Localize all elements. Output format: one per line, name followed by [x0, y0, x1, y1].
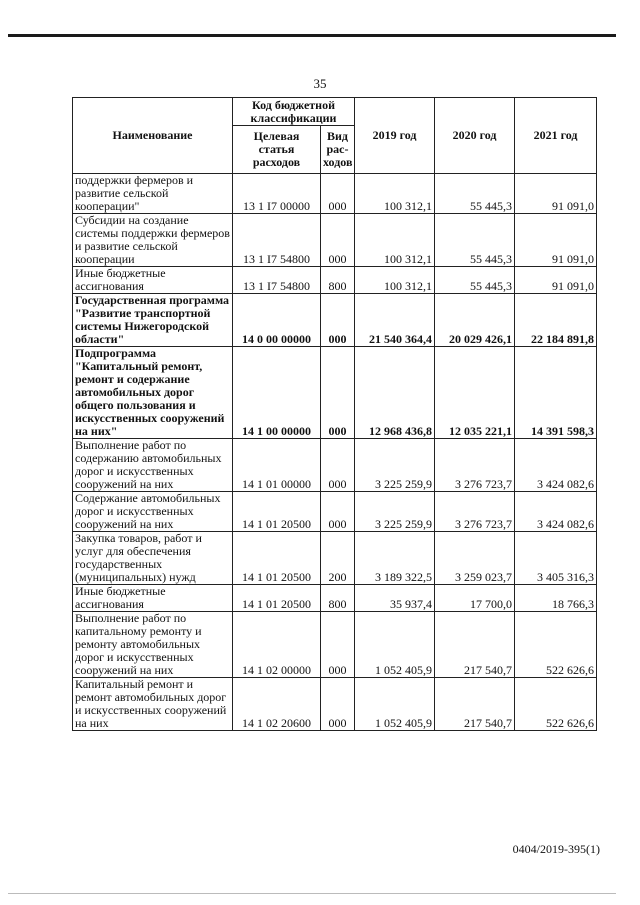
row-2019-cell: 3 225 259,9	[355, 439, 435, 492]
header-name: Наименование	[73, 98, 233, 174]
budget-table	[72, 97, 597, 731]
row-2019-cell: 1 052 405,9	[355, 612, 435, 678]
row-2020-cell: 3 276 723,7	[435, 492, 515, 532]
row-2020-cell: 3 259 023,7	[435, 532, 515, 585]
row-2019-cell: 21 540 364,4	[355, 294, 435, 347]
row-expense-type-cell: 000	[321, 612, 355, 678]
header-expense-type: Вид рас-ходов	[321, 126, 355, 174]
row-expense-type-cell: 800	[321, 267, 355, 294]
row-target-article-cell: 13 1 I7 54800	[233, 267, 321, 294]
row-target-article-cell: 14 1 02 00000	[233, 612, 321, 678]
document-code: 0404/2019-395(1)	[512, 842, 600, 856]
row-2019-cell: 3 189 322,5	[355, 532, 435, 585]
table-row	[73, 678, 597, 731]
row-2021-cell: 14 391 598,3	[515, 347, 597, 439]
row-2021-cell: 522 626,6	[515, 612, 597, 678]
row-2020-cell: 12 035 221,1	[435, 347, 515, 439]
row-name-cell: Иные бюджетные ассигнования	[73, 585, 233, 612]
row-2020-cell: 55 445,3	[435, 214, 515, 267]
row-2019-cell: 1 052 405,9	[355, 678, 435, 731]
row-2019-cell: 100 312,1	[355, 174, 435, 214]
row-2020-cell: 55 445,3	[435, 174, 515, 214]
row-2019-cell: 35 937,4	[355, 585, 435, 612]
table-row	[73, 492, 597, 532]
row-2019-cell: 12 968 436,8	[355, 347, 435, 439]
row-name-cell: Субсидии на создание системы поддержки фермеров и развитие сельской кооперации	[73, 214, 233, 267]
row-name-cell: Содержание автомобильных дорог и искусственных сооружений на них	[73, 492, 233, 532]
row-target-article-cell: 14 1 00 00000	[233, 347, 321, 439]
row-2021-cell: 18 766,3	[515, 585, 597, 612]
table-row	[73, 294, 597, 347]
header-2021: 2021 год	[515, 98, 597, 174]
row-2019-cell: 100 312,1	[355, 267, 435, 294]
row-name-cell: Подпрограмма "Капитальный ремонт, ремонт и содержание автомобильных дорог общего пользования и искусственных сооружений на них"	[73, 347, 233, 439]
header-budget-code: Код бюджетной классификации	[233, 98, 355, 126]
row-target-article-cell: 14 1 02 20600	[233, 678, 321, 731]
row-expense-type-cell: 000	[321, 174, 355, 214]
row-expense-type-cell: 000	[321, 294, 355, 347]
row-2019-cell: 3 225 259,9	[355, 492, 435, 532]
row-name-cell: Капитальный ремонт и ремонт автомобильных дорог и искусственных сооружений на них	[73, 678, 233, 731]
row-target-article-cell: 14 1 01 00000	[233, 439, 321, 492]
top-rule	[8, 34, 616, 37]
row-2021-cell: 91 091,0	[515, 267, 597, 294]
row-target-article-cell: 14 1 01 20500	[233, 492, 321, 532]
row-expense-type-cell: 200	[321, 532, 355, 585]
row-2020-cell: 217 540,7	[435, 678, 515, 731]
row-expense-type-cell: 000	[321, 214, 355, 267]
header-target-article: Целевая статья расходов	[233, 126, 321, 174]
row-target-article-cell: 14 0 00 00000	[233, 294, 321, 347]
table-row	[73, 214, 597, 267]
row-2021-cell: 522 626,6	[515, 678, 597, 731]
row-2020-cell: 17 700,0	[435, 585, 515, 612]
row-2020-cell: 217 540,7	[435, 612, 515, 678]
table-body	[73, 174, 597, 731]
table-row	[73, 267, 597, 294]
row-2021-cell: 3 424 082,6	[515, 492, 597, 532]
table-row	[73, 347, 597, 439]
row-target-article-cell: 13 1 I7 54800	[233, 214, 321, 267]
table-row	[73, 585, 597, 612]
row-2020-cell: 20 029 426,1	[435, 294, 515, 347]
row-target-article-cell: 13 1 I7 00000	[233, 174, 321, 214]
row-expense-type-cell: 000	[321, 439, 355, 492]
header-2019: 2019 год	[355, 98, 435, 174]
row-name-cell: поддержки фермеров и развитие сельской кооперации"	[73, 174, 233, 214]
page-number: 35	[313, 76, 327, 91]
row-2021-cell: 3 405 316,3	[515, 532, 597, 585]
row-target-article-cell: 14 1 01 20500	[233, 585, 321, 612]
row-expense-type-cell: 800	[321, 585, 355, 612]
row-expense-type-cell: 000	[321, 347, 355, 439]
row-2020-cell: 3 276 723,7	[435, 439, 515, 492]
row-2019-cell: 100 312,1	[355, 214, 435, 267]
table-row	[73, 439, 597, 492]
row-expense-type-cell: 000	[321, 492, 355, 532]
header-2020: 2020 год	[435, 98, 515, 174]
table-header	[73, 98, 597, 174]
row-name-cell: Выполнение работ по содержанию автомобильных дорог и искусственных сооружений на них	[73, 439, 233, 492]
row-name-cell: Выполнение работ по капитальному ремонту и ремонту автомобильных дорог и искусственных сооружений на них	[73, 612, 233, 678]
row-2021-cell: 91 091,0	[515, 214, 597, 267]
table-row	[73, 612, 597, 678]
row-name-cell: Государственная программа "Развитие транспортной системы Нижегородской области"	[73, 294, 233, 347]
table-row	[73, 174, 597, 214]
row-2021-cell: 22 184 891,8	[515, 294, 597, 347]
row-2021-cell: 3 424 082,6	[515, 439, 597, 492]
row-name-cell: Иные бюджетные ассигнования	[73, 267, 233, 294]
row-2020-cell: 55 445,3	[435, 267, 515, 294]
row-2021-cell: 91 091,0	[515, 174, 597, 214]
table-row	[73, 532, 597, 585]
row-target-article-cell: 14 1 01 20500	[233, 532, 321, 585]
bottom-rule	[8, 893, 616, 894]
row-name-cell: Закупка товаров, работ и услуг для обеспечения государственных (муниципальных) нужд	[73, 532, 233, 585]
row-expense-type-cell: 000	[321, 678, 355, 731]
